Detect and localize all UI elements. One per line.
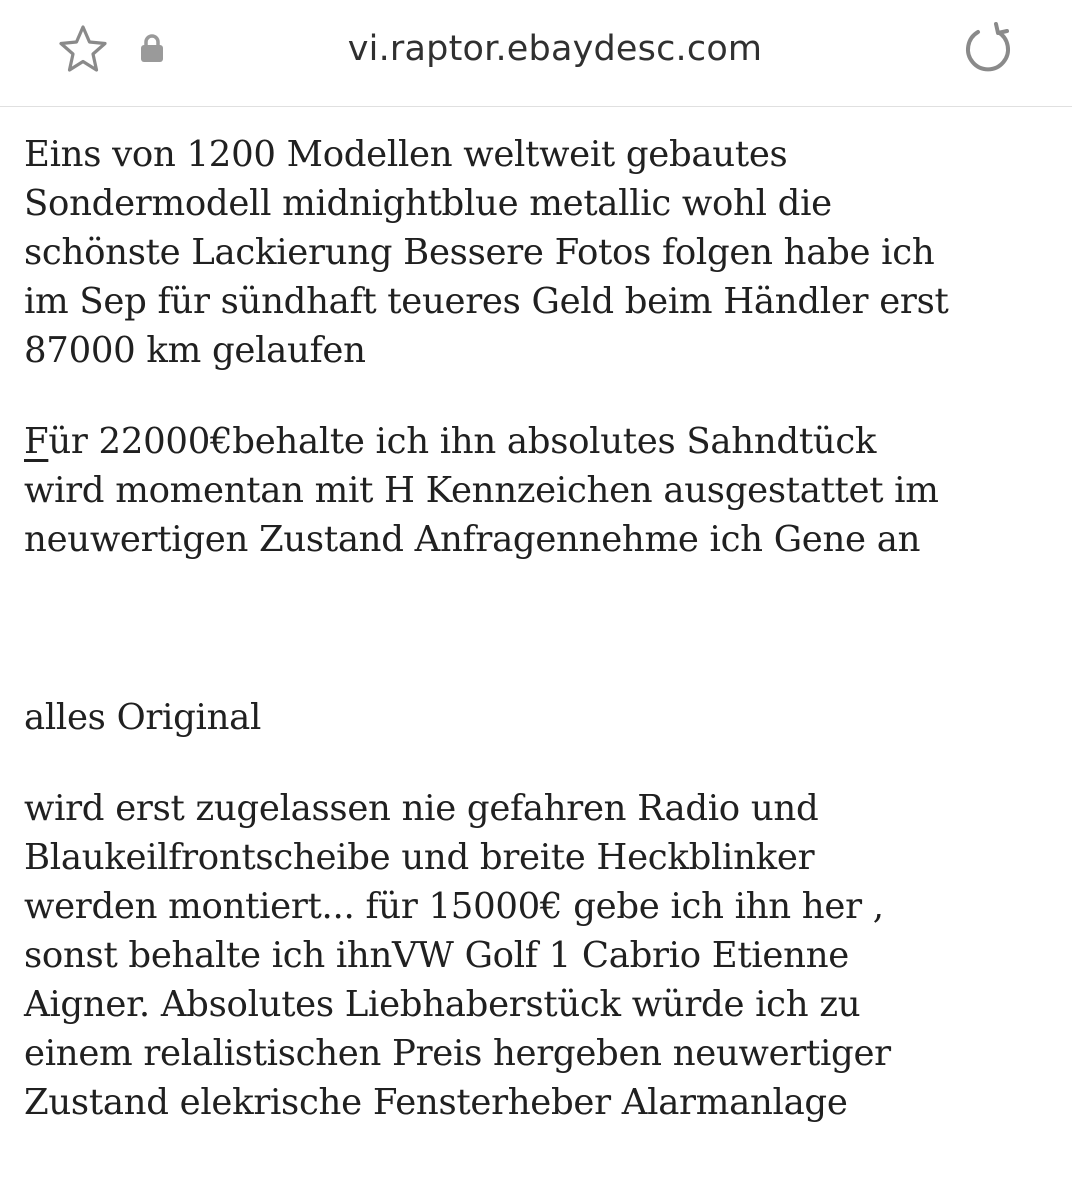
lock-icon	[138, 32, 166, 64]
description-paragraph	[24, 417, 1064, 564]
description-paragraph: alles Original	[24, 697, 262, 738]
description-text: ür 22000€behalte ich ihn absolutes Sahndtück wird momentan mit H Kennzeichen ausgestattet im neuwertigen Zustand Anfragennehme ich Gene an	[24, 421, 939, 560]
browser-address-bar	[0, 0, 1072, 107]
description-paragraph: Eins von 1200 Modellen weltweit gebautes Sondermodell midnightblue metallic wohl die schönste Lackierung Bessere Fotos folgen habe ich im Sep für sündhaft teueres Geld beim Händler erst 87000 km gelaufen	[24, 134, 949, 371]
url-text[interactable]: vi.raptor.ebaydesc.com	[347, 29, 763, 69]
description-paragraph: wird erst zugelassen nie gefahren Radio und Blaukeilfrontscheibe und breite Heckblinker werden montiert... für 15000€ gebe ich ihn her , sonst behalte ich ihnVW Golf 1 Cabrio Etienne Aigner. Absolutes Liebhaberstück würde ich zu einem relalistischen Preis hergeben neuwertiger Zustand elekrische Fensterheber Alarmanlage	[24, 788, 891, 1123]
reload-icon[interactable]	[960, 22, 1018, 78]
star-outline-icon[interactable]	[56, 24, 110, 74]
underlined-initial: F	[24, 421, 49, 462]
